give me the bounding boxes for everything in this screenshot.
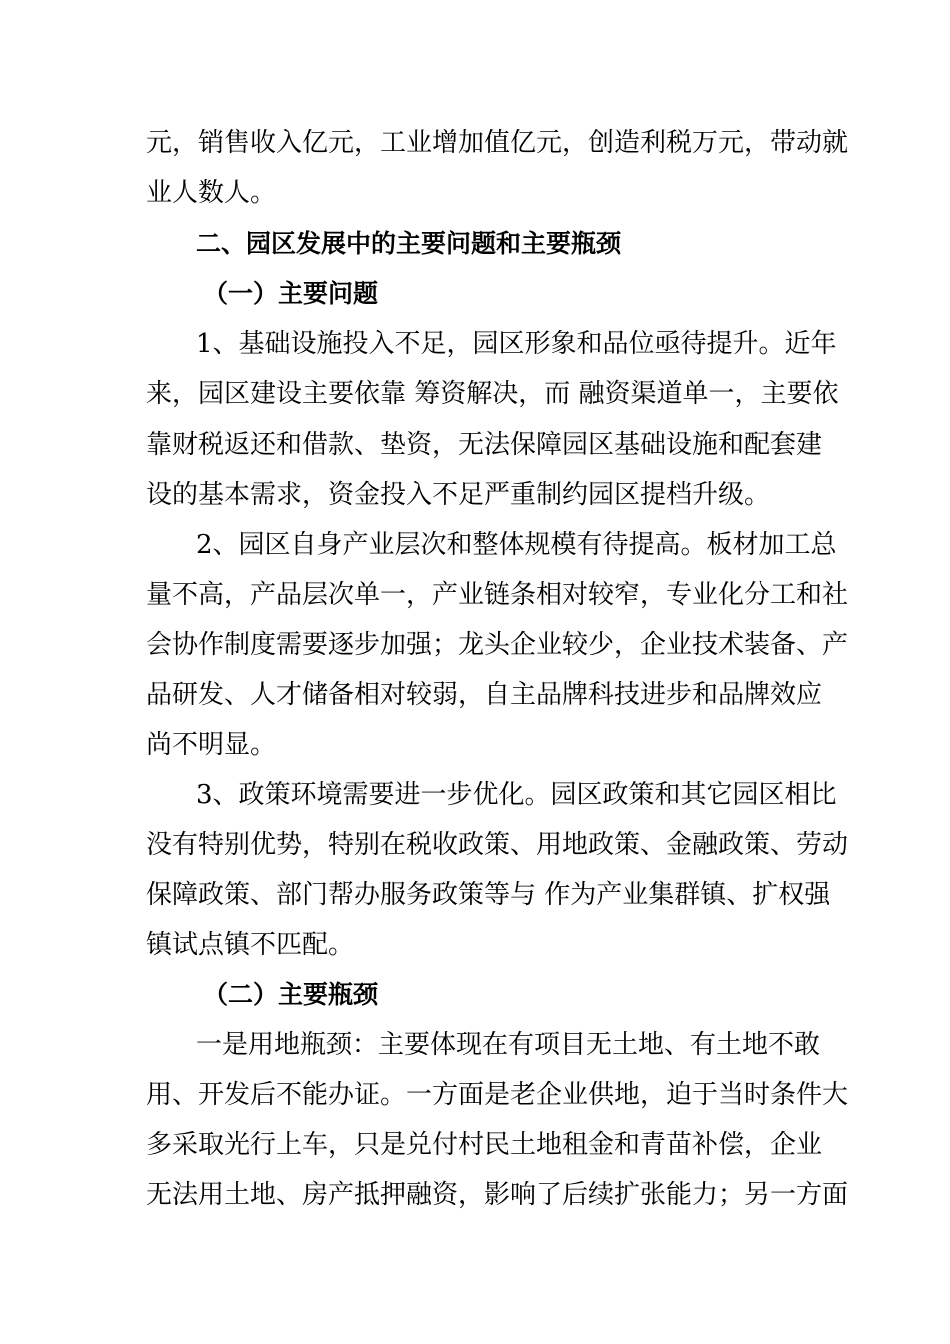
intro-line-2: 业人数人。 — [146, 178, 277, 208]
bottleneck1-line-4: 无法用土地、房产抵押融资，影响了后续扩张能力；另一方面 — [146, 1180, 849, 1210]
subsection-heading-problems: （一）主要问题 — [203, 279, 379, 308]
section-heading: 二、园区发展中的主要问题和主要瓶颈 — [196, 229, 622, 258]
problem1-line-1: 1、基础设施投入不足，园区形象和品位亟待提升。近年 — [196, 329, 837, 359]
bottleneck1-line-3: 多采取光行上车，只是兑付村民土地租金和青苗补偿，企业 — [146, 1130, 823, 1160]
problem1-line-2: 来，园区建设主要依靠 筹资解决，而 融资渠道单一，主要依 — [146, 379, 839, 409]
problem3-line-2: 没有特别优势，特别在税收政策、用地政策、金融政策、劳动 — [146, 830, 849, 860]
bottleneck1-line-1: 一是用地瓶颈：主要体现在有项目无土地、有土地不敢 — [196, 1030, 821, 1060]
problem2-line-5: 尚不明显。 — [146, 730, 277, 760]
problem1-line-3: 靠财税返还和借款、垫资，无法保障园区基础设施和配套建 — [146, 430, 823, 460]
bottleneck1-line-2: 用、开发后不能办证。一方面是老企业供地，迫于当时条件大 — [146, 1080, 849, 1110]
problem2-line-1: 2、园区自身产业层次和整体规模有待提高。板材加工总 — [196, 530, 837, 560]
problem2-line-4: 品研发、人才储备相对较弱，自主品牌科技进步和品牌效应 — [146, 680, 823, 710]
subsection-heading-bottlenecks: （二）主要瓶颈 — [203, 980, 379, 1009]
problem3-line-1: 3、政策环境需要进一步优化。园区政策和其它园区相比 — [196, 780, 837, 810]
problem2-line-3: 会协作制度需要逐步加强；龙头企业较少，企业技术装备、产 — [146, 630, 849, 660]
problem2-line-2: 量不高，产品层次单一，产业链条相对较窄，专业化分工和社 — [146, 580, 849, 610]
problem3-line-3: 保障政策、部门帮办服务政策等与 作为产业集群镇、扩权强 — [146, 880, 831, 910]
problem1-line-4: 设的基本需求，资金投入不足严重制约园区提档升级。 — [146, 480, 771, 510]
intro-line-1: 元，销售收入亿元，工业增加值亿元，创造利税万元，带动就 — [146, 128, 849, 158]
problem3-line-4: 镇试点镇不匹配。 — [146, 930, 355, 960]
